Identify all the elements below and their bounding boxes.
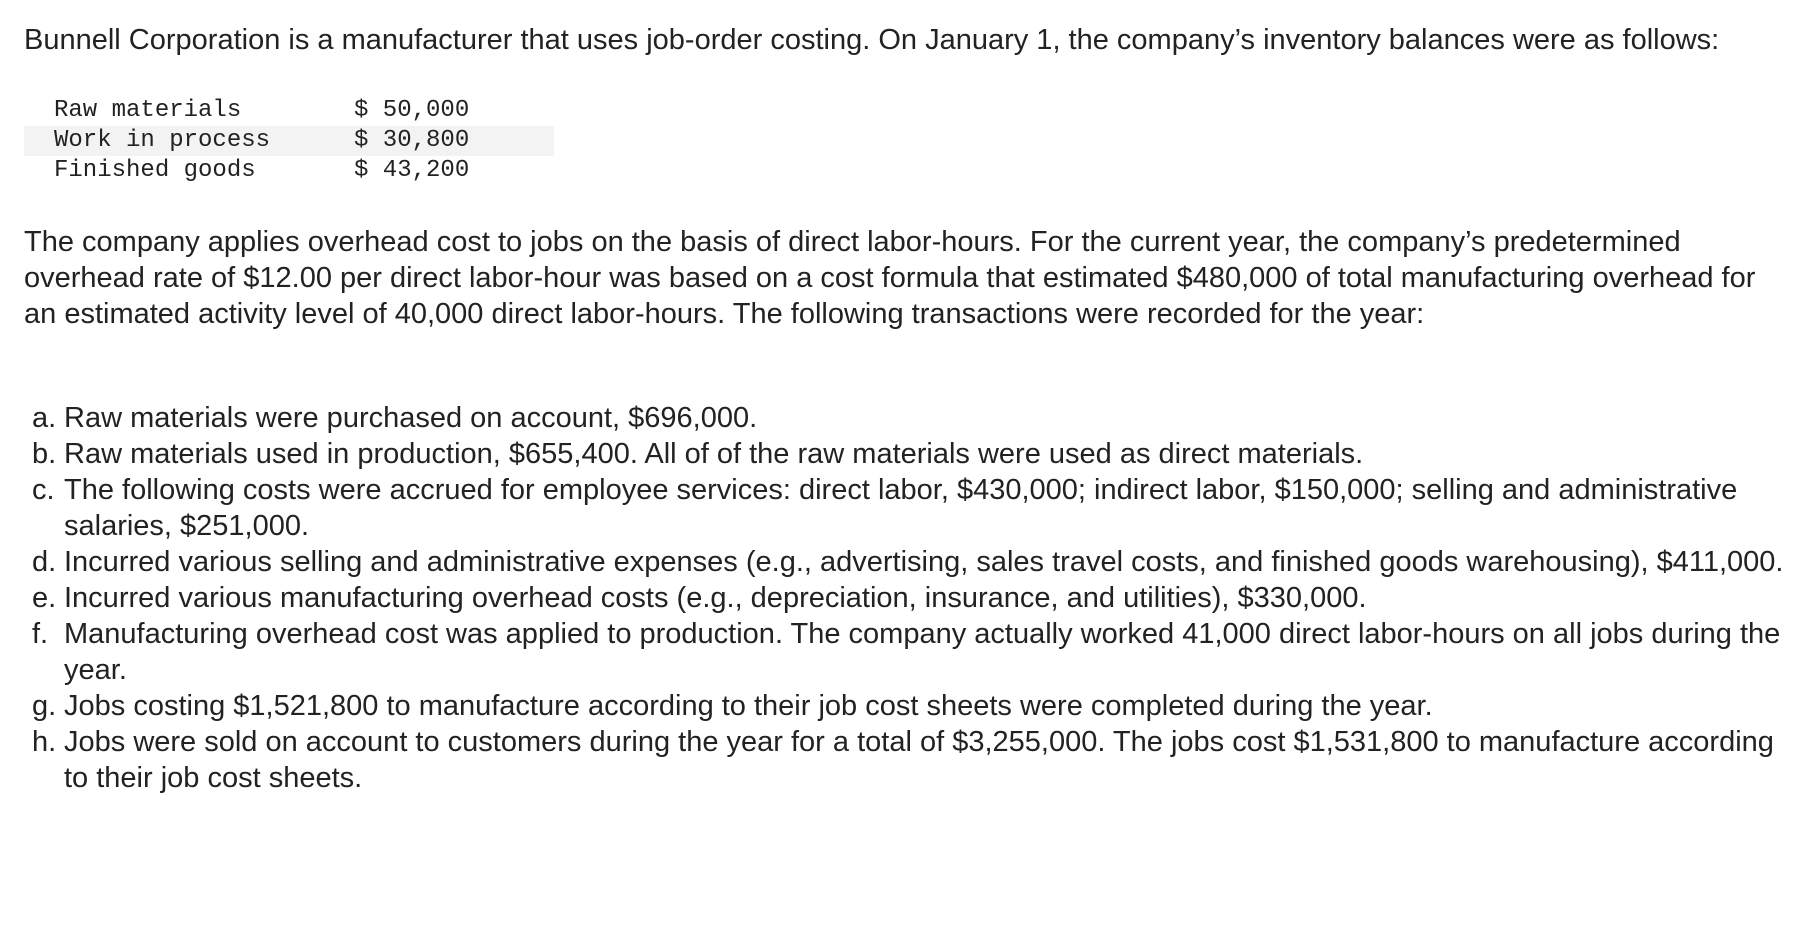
balance-amount: $ 50,000 xyxy=(354,97,470,124)
problem-document xyxy=(24,18,1784,796)
item-marker: g. xyxy=(32,690,57,722)
item-marker: c. xyxy=(32,474,55,506)
list-item xyxy=(24,724,1784,796)
item-marker: b. xyxy=(32,438,57,470)
table-row xyxy=(24,156,554,186)
item-text: Incurred various manufacturing overhead costs (e.g., depreciation, insurance, and utilities), $330,000. xyxy=(64,582,1367,614)
item-text: The following costs were accrued for employee services: direct labor, $430,000; indirect labor, $150,000; selling and administrative salaries, $251,000. xyxy=(64,474,1738,542)
item-marker: a. xyxy=(32,402,57,434)
list-item xyxy=(24,580,1784,616)
item-text: Incurred various selling and administrative expenses (e.g., advertising, sales travel costs, and finished goods warehousing), $411,000. xyxy=(64,546,1784,578)
list-item xyxy=(24,688,1784,724)
item-marker: e. xyxy=(32,582,57,614)
item-marker: d. xyxy=(32,546,57,578)
balance-amount: $ 30,800 xyxy=(354,126,554,156)
list-item xyxy=(24,436,1784,472)
item-text: Raw materials were purchased on account, $696,000. xyxy=(64,402,758,434)
table-row xyxy=(24,96,554,126)
inventory-balances-table xyxy=(24,96,554,186)
intro-paragraph: Bunnell Corporation is a manufacturer that uses job-order costing. On January 1, the company’s inventory balances were as follows: xyxy=(24,24,1720,56)
balance-amount: $ 43,200 xyxy=(354,157,470,184)
item-text: Raw materials used in production, $655,400. All of of the raw materials were used as direct materials. xyxy=(64,438,1364,470)
balance-label: Work in process xyxy=(24,126,354,156)
list-item xyxy=(24,544,1784,580)
item-marker: h. xyxy=(32,726,57,758)
transactions-list xyxy=(24,400,1784,796)
list-item xyxy=(24,400,1784,436)
table-row xyxy=(24,126,554,156)
item-text: Jobs were sold on account to customers during the year for a total of $3,255,000. The jobs cost $1,531,800 to manufacture according to their job cost sheets. xyxy=(64,726,1774,794)
overhead-paragraph: The company applies overhead cost to jobs on the basis of direct labor-hours. For the current year, the company’s predetermined overhead rate of $12.00 per direct labor-hour was based on a cost formula that estimated $480,000 of total manufacturing overhead for an estimated activity level of 40,000 direct labor-hours. The following transactions were recorded for the year: xyxy=(24,226,1756,330)
list-item xyxy=(24,472,1784,544)
item-text: Jobs costing $1,521,800 to manufacture according to their job cost sheets were completed during the year. xyxy=(64,690,1433,722)
item-text: Manufacturing overhead cost was applied to production. The company actually worked 41,000 direct labor-hours on all jobs during the year. xyxy=(64,618,1781,686)
list-item xyxy=(24,616,1784,688)
balance-label: Finished goods xyxy=(54,157,256,184)
balance-label: Raw materials xyxy=(54,97,242,124)
item-marker: f. xyxy=(32,618,49,650)
